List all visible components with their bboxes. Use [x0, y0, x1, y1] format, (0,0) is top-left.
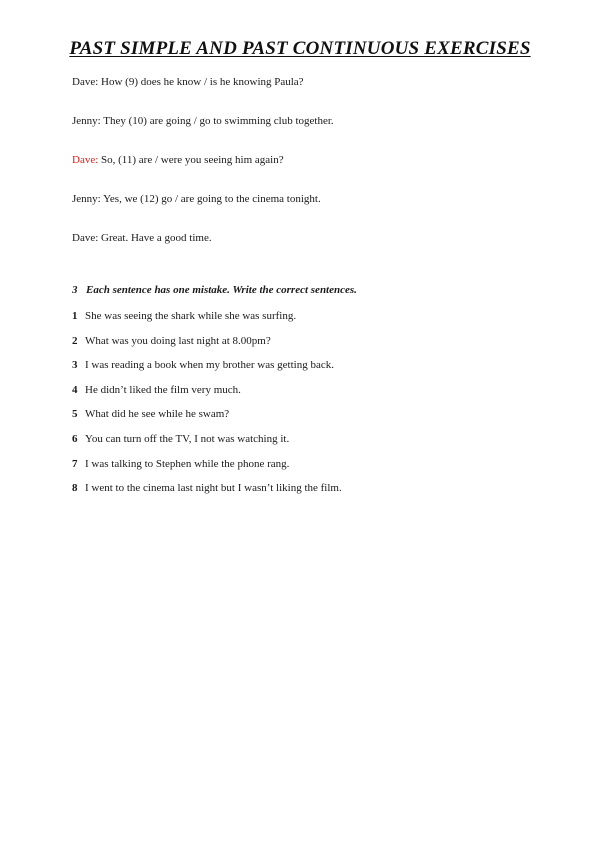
item-number: 3: [72, 359, 78, 372]
item-text: What did he see while he swam?: [85, 408, 230, 421]
speaker-name: Dave:: [72, 232, 99, 244]
exercise-item: [72, 431, 552, 447]
item-text: She was seeing the shark while she was surfing.: [85, 310, 297, 322]
dialogue-text: So, (11) are / were you seeing him again?: [98, 154, 284, 166]
exercise-item: [72, 333, 552, 349]
dialogue-text: Great. Have a good time.: [98, 232, 212, 244]
item-number: 8: [72, 482, 78, 495]
item-number: 7: [72, 457, 78, 470]
item-text: You can turn off the TV, I not was watching it.: [85, 432, 290, 445]
dialogue-line: [72, 191, 552, 207]
item-text: What was you doing last night at 8.00pm?: [85, 334, 271, 347]
item-number: 6: [72, 432, 78, 445]
exercise-number: 3: [72, 284, 78, 296]
page-title: PAST SIMPLE AND PAST CONTINUOUS EXERCISES: [69, 38, 531, 59]
dialogue-text: How (9) does he know / is he knowing Paula?: [98, 76, 304, 88]
item-number: 1: [72, 310, 78, 322]
exercise-header: [72, 282, 552, 298]
dialogue-line: [72, 230, 552, 246]
exercise-item: [72, 357, 552, 373]
dialogue-line: [72, 113, 552, 129]
exercise-item: [72, 456, 552, 472]
item-text: I went to the cinema last night but I wasn’t liking the film.: [85, 482, 342, 495]
exercise-item: [72, 480, 552, 496]
speaker-name: Dave:: [72, 76, 99, 88]
item-number: 4: [72, 383, 78, 396]
dialogue-text: They (10) are going / go to swimming club together.: [100, 115, 334, 127]
dialogue-section: [72, 74, 552, 269]
exercise-item: [72, 382, 552, 398]
item-number: 2: [72, 334, 78, 347]
speaker-name: Jenny:: [72, 193, 101, 205]
exercise-instruction: Each sentence has one mistake. Write the correct sentences.: [86, 284, 357, 296]
speaker-name: Jenny:: [72, 115, 101, 127]
dialogue-line: [72, 152, 552, 168]
item-text: He didn’t liked the film very much.: [85, 383, 241, 396]
exercise-section: [72, 282, 552, 505]
dialogue-text: Yes, we (12) go / are going to the cinema tonight.: [100, 193, 321, 205]
speaker-name-highlighted: Dave:: [72, 154, 99, 166]
dialogue-line: [72, 74, 552, 90]
item-text: I was talking to Stephen while the phone rang.: [85, 457, 290, 470]
item-number: 5: [72, 408, 78, 421]
exercise-item: [72, 308, 552, 324]
item-text: I was reading a book when my brother was getting back.: [85, 359, 334, 372]
exercise-item: [72, 406, 552, 422]
